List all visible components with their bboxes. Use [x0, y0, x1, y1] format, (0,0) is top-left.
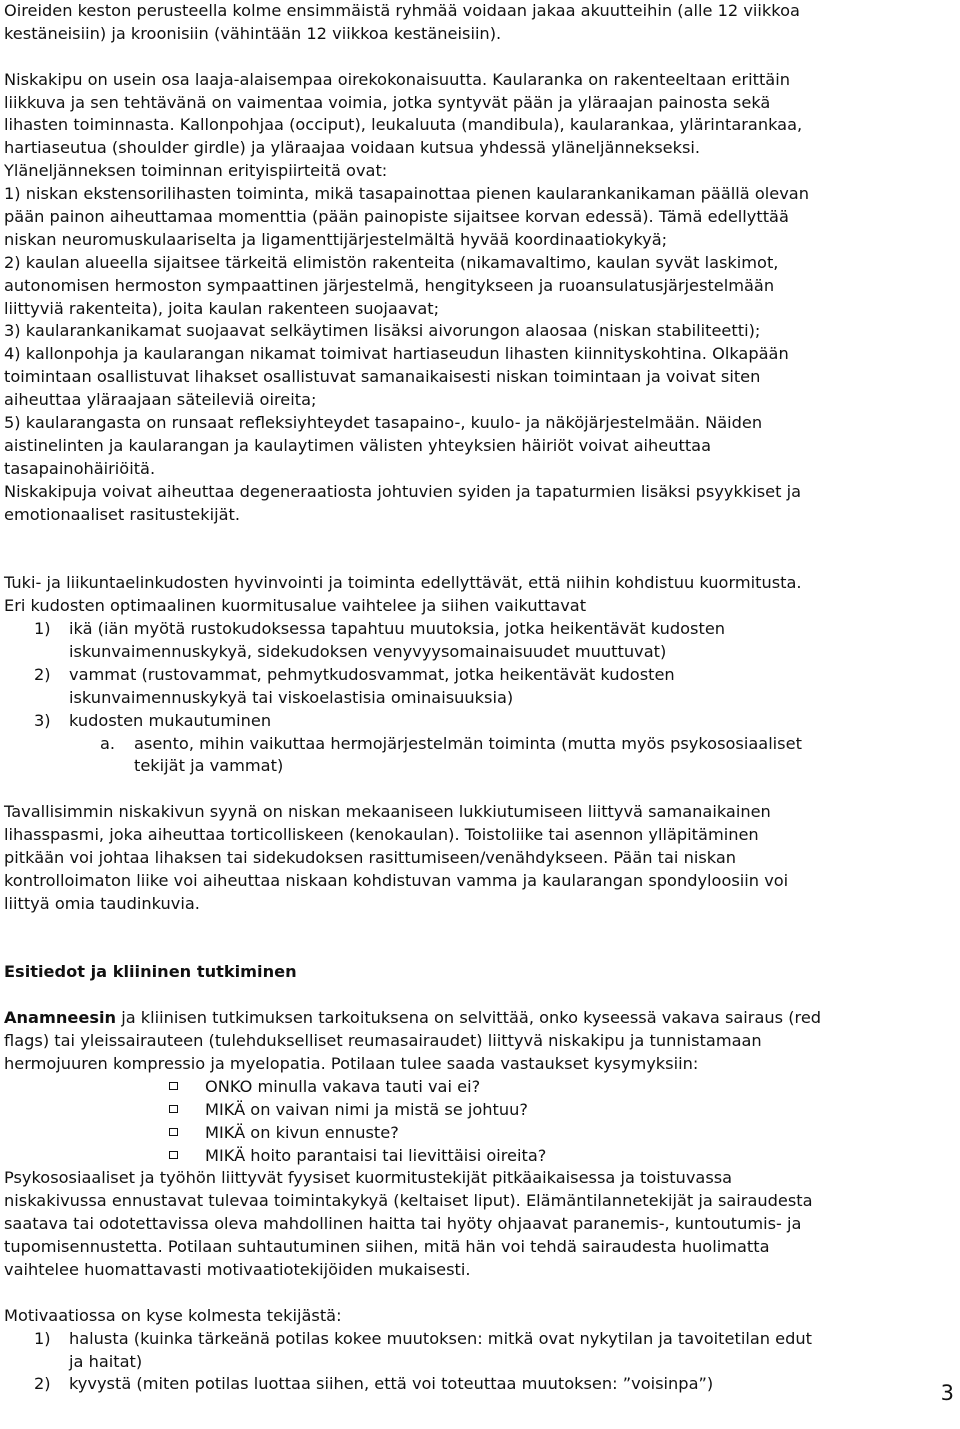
paragraph-line: Yläneljänneksen toiminnan erityispiirteitä ovat: [4, 161, 388, 181]
paragraph-line: tasapainohäiriöitä. [4, 458, 156, 478]
list-item-continuation: iskunvaimennuskykyä, sidekudoksen venyvyysomainaisuudet muuttuvat) [69, 641, 667, 661]
list-number: 1) [34, 1328, 51, 1348]
paragraph-line: 4) kallonpohja ja kaularangan nikamat toimivat hartiaseudun lihasten kiinnityskohtina. Olkapään [4, 344, 789, 364]
sub-list-item-text: asento, mihin vaikuttaa hermojärjestelmän toiminta (mutta myös psykososiaaliset [134, 733, 802, 753]
paragraph-line: emotionaaliset rasitustekijät. [4, 504, 240, 524]
paragraph-line: aistinelinten ja kaularangan ja kaulaytimen välisten yhteyksien häiriöt voivat aiheuttaa [4, 435, 712, 455]
anamnesis-text: ja kliinisen tutkimuksen tarkoituksena on selvittää, onko kyseessä vakava sairaus (red [116, 1008, 822, 1028]
bullet-text: ONKO minulla vakava tauti vai ei? [205, 1076, 481, 1096]
square-bullet-icon [169, 1099, 205, 1122]
square-bullet-icon [169, 1145, 205, 1168]
list-item [4, 618, 956, 641]
sub-list-item [4, 733, 956, 756]
paragraph-line: kestäneisiin) ja kroonisiin (vähintään 12 viikkoa kestäneisiin). [4, 23, 502, 43]
paragraph-line: aiheuttaa yläraajaan säteileviä oireita; [4, 390, 317, 410]
paragraph-line: Tuki- ja liikuntaelinkudosten hyvinvointi ja toiminta edellyttävät, että niihin kohdistuu kuormitusta. [4, 573, 802, 593]
list-item-text: kudosten mukautuminen [69, 710, 272, 730]
paragraph-line: 1) niskan ekstensorilihasten toiminta, mikä tasapainottaa pienen kaularankanikaman päällä olevan [4, 184, 809, 204]
paragraph-line: Niskakipu on usein osa laaja-alaisempaa oirekokonaisuutta. Kaularanka on rakenteeltaan erittäin [4, 69, 790, 89]
bullet-text: MIKÄ on kivun ennuste? [205, 1122, 399, 1142]
paragraph-line: Niskakipuja voivat aiheuttaa degeneraatiosta johtuvien syiden ja tapaturmien lisäksi psyykkiset ja [4, 481, 802, 501]
list-item-continuation: iskunvaimennuskykyä tai viskoelastisia ominaisuuksia) [69, 687, 514, 707]
list-number: 3) [34, 710, 51, 730]
page-number: 3 [940, 1381, 954, 1405]
bullet-text: MIKÄ hoito parantaisi tai lievittäisi oireita? [205, 1145, 547, 1165]
paragraph-line: niskakivussa ennustavat tulevaa toimintakykyä (keltaiset liput). Elämäntilannetekijät ja sairaudesta [4, 1191, 813, 1211]
paragraph-line: pään painon aiheuttamaa momenttia (pään painopiste sijaitsee korvan edessä). Tämä edellyttää [4, 207, 789, 227]
paragraph-line: kontrolloimaton liike voi aiheuttaa niskaan kohdistuvan vamma ja kaularangan spondyloosiin voi [4, 870, 789, 890]
paragraph-line: vaihtelee huomattavasti motivaatiotekijöiden mukaisesti. [4, 1260, 471, 1280]
list-number: 2) [34, 664, 51, 684]
paragraph-line: lihasspasmi, joka aiheuttaa torticolliskeen (kenokaulan). Toistoliike tai asennon ylläpitäminen [4, 825, 759, 845]
list-item-text: halusta (kuinka tärkeänä potilas kokee muutoksen: mitkä ovat nykytilan ja tavoitetilan edut [69, 1328, 812, 1348]
list-item-continuation: ja haitat) [69, 1351, 143, 1371]
paragraph-line: tupomisennustetta. Potilaan suhtautuminen siihen, mitä hän voi tehdä sairaudesta huolimatta [4, 1237, 770, 1257]
paragraph-line: saatava tai odotettavissa oleva mahdollinen haitta tai hyöty ohjaavat paranemis-, kuntoutumis- ja [4, 1214, 802, 1234]
paragraph-line: liittyviä rakenteita), joita kaulan rakenteen suojaavat; [4, 298, 440, 318]
list-number: 1) [34, 619, 51, 639]
square-bullet-icon [169, 1122, 205, 1145]
paragraph-line: Tavallisimmin niskakivun syynä on niskan mekaaniseen lukkiutumiseen liittyvä samanaikainen [4, 802, 771, 822]
section-heading [4, 961, 956, 984]
paragraph-line: pitkään voi johtaa lihaksen tai sidekudoksen rasittumiseen/venähdykseen. Pään tai niskan [4, 847, 737, 867]
paragraph-line [4, 1007, 956, 1030]
bullet-item [4, 1076, 956, 1099]
bullet-text: MIKÄ on vaivan nimi ja mistä se johtuu? [205, 1099, 528, 1119]
list-item-text: vammat (rustovammat, pehmytkudosvammat, jotka heikentävät kudosten [69, 664, 675, 684]
bullet-item [4, 1122, 956, 1145]
paragraph-line: Eri kudosten optimaalinen kuormitusalue vaihtelee ja siihen vaikuttavat [4, 596, 587, 616]
paragraph-line: 3) kaularankanikamat suojaavat selkäytimen lisäksi aivorungon alaosaa (niskan stabiliteetti); [4, 321, 761, 341]
paragraph-line: niskan neuromuskulaariselta ja ligamenttijärjestelmältä hyvää koordinaatiokykyä; [4, 229, 668, 249]
bullet-item [4, 1099, 956, 1122]
bullet-item [4, 1145, 956, 1168]
list-item-text: ikä (iän myötä rustokudoksessa tapahtuu muutoksia, jotka heikentävät kudosten [69, 619, 726, 639]
anamnesis-term: Anamneesin [4, 1008, 117, 1028]
list-item [4, 1328, 956, 1351]
paragraph-line: liikkuva ja sen tehtävänä on vaimentaa voimia, jotka syntyvät pään ja yläraajan painosta sekä [4, 92, 771, 112]
paragraph-line: hartiaseutua (shoulder girdle) ja yläraajaa voidaan kutsua yhdessä yläneljännekseksi. [4, 138, 701, 158]
paragraph-line: Motivaatiossa on kyse kolmesta tekijästä: [4, 1305, 342, 1325]
document-page [4, 0, 956, 1396]
sub-list-item-continuation: tekijät ja vammat) [134, 756, 284, 776]
paragraph-line: 2) kaulan alueella sijaitsee tärkeitä elimistön rakenteita (nikamavaltimo, kaulan syvät laskimot, [4, 252, 779, 272]
list-item-text: kyvystä (miten potilas luottaa siihen, että voi toteuttaa muutoksen: ”voisinpa”) [69, 1374, 714, 1394]
list-item [4, 1373, 956, 1396]
list-number: 2) [34, 1374, 51, 1394]
paragraph-line: lihasten toiminnasta. Kallonpohjaa (occiput), leukaluuta (mandibula), kaularankaa, ylärintarankaa, [4, 115, 803, 135]
paragraph-line: autonomisen hermoston sympaattinen järjestelmä, hengitykseen ja ruoansulatusjärjestelmään [4, 275, 775, 295]
paragraph-line: hermojuuren kompressio ja myelopatia. Potilaan tulee saada vastaukset kysymyksiin: [4, 1054, 699, 1073]
paragraph-line: 5) kaularangasta on runsaat refleksiyhteydet tasapaino-, kuulo- ja näköjärjestelmään. Näiden [4, 413, 763, 433]
paragraph-line: Oireiden keston perusteella kolme ensimmäistä ryhmää voidaan jakaa akuutteihin (alle 12 viikkoa [4, 1, 800, 20]
sub-list-letter: a. [100, 733, 116, 753]
paragraph-line: toimintaan osallistuvat lihakset osallistuvat samanaikaisesti niskan toimintaan ja voivat siten [4, 367, 761, 387]
list-item [4, 664, 956, 687]
list-item [4, 710, 956, 733]
paragraph-line: liittyä omia taudinkuvia. [4, 893, 200, 913]
section-heading-text: Esitiedot ja kliininen tutkiminen [4, 962, 297, 982]
square-bullet-icon [169, 1076, 205, 1099]
paragraph-line: Psykososiaaliset ja työhön liittyvät fyysiset kuormitustekijät pitkäaikaisessa ja toistuvassa [4, 1168, 733, 1188]
paragraph-line: flags) tai yleissairauteen (tulehdukselliset reumasairaudet) liittyvä niskakipu ja tunnistamaan [4, 1031, 762, 1051]
